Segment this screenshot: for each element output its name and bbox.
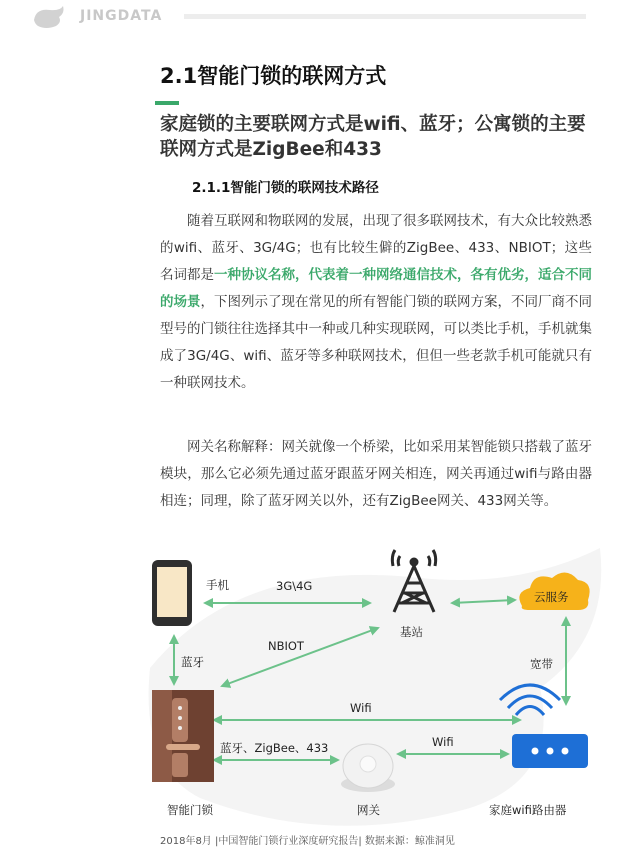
section-title: 2.1智能门锁的联网方式 xyxy=(160,64,387,88)
label-cloud: 云服务 xyxy=(534,590,569,604)
subsection-title: 2.1.1智能门锁的联网技术路径 xyxy=(192,180,379,196)
page-header xyxy=(0,0,633,36)
edge-label-lock-router: Wifi xyxy=(350,701,372,715)
label-lock: 智能门锁 xyxy=(167,803,213,817)
edge-label-cloud-router: 宽带 xyxy=(530,657,553,671)
edge-label-phone-lock: 蓝牙 xyxy=(181,655,204,669)
smart-lock-icon xyxy=(152,690,214,782)
phone-icon xyxy=(152,560,192,626)
paragraph-2: 网关名称解释：网关就像一个桥梁，比如采用某智能锁只搭载了蓝牙模块，那么它必须先通过蓝牙跟蓝牙网关相连，网关再通过wifi与路由器相连；同理，除了蓝牙网关以外，还有ZigBee网关、433网关等。 xyxy=(160,439,592,509)
edge-label-phone-tower: 3G\4G xyxy=(276,579,313,593)
label-tower: 基站 xyxy=(400,625,423,639)
paragraph-1 xyxy=(160,208,592,397)
label-gateway: 网关 xyxy=(357,803,380,817)
header-divider xyxy=(184,14,586,19)
page-footer: 2018年8月 |中国智能门锁行业深度研究报告| 数据来源：鲸准洞见 xyxy=(160,836,455,847)
label-phone: 手机 xyxy=(206,578,229,592)
paragraph-1-text-a: 随着互联网和物联网的发展，出现了很多联网技术，有大众比较熟悉的wifi、蓝牙、3G/4G；也有比较生僻的ZigBee、433、NBIOT；这些名词都是 xyxy=(160,213,592,283)
network-diagram xyxy=(0,548,633,828)
label-router: 家庭wifi路由器 xyxy=(489,803,567,817)
paragraph-1-text-b: ，下图列示了现在常见的所有智能门锁的联网方案，不同厂商不同型号的门锁往往选择其中一种或几种实现联网，可以类比手机，手机就集成了3G/4G、wifi、蓝牙等多种联网技术，但但一些老款手机可能就只有一种联网技术。 xyxy=(160,294,592,391)
gateway-icon xyxy=(341,744,395,792)
brand-name: JINGDATA xyxy=(80,8,163,24)
headline: 家庭锁的主要联网方式是wifi、蓝牙；公寓锁的主要联网方式是ZigBee和433 xyxy=(160,114,586,160)
edge-label-lock-gateway: 蓝牙、ZigBee、433 xyxy=(220,741,329,755)
whale-logo-icon xyxy=(32,4,68,30)
paragraph-1-highlight: 一种协议名称，代表着一种网络通信技术，各有优劣，适合不同的场景 xyxy=(160,267,592,310)
edge-label-gateway-router: Wifi xyxy=(432,735,454,749)
edge-label-lock-tower: NBIOT xyxy=(268,639,304,653)
title-accent-bar xyxy=(155,101,179,105)
